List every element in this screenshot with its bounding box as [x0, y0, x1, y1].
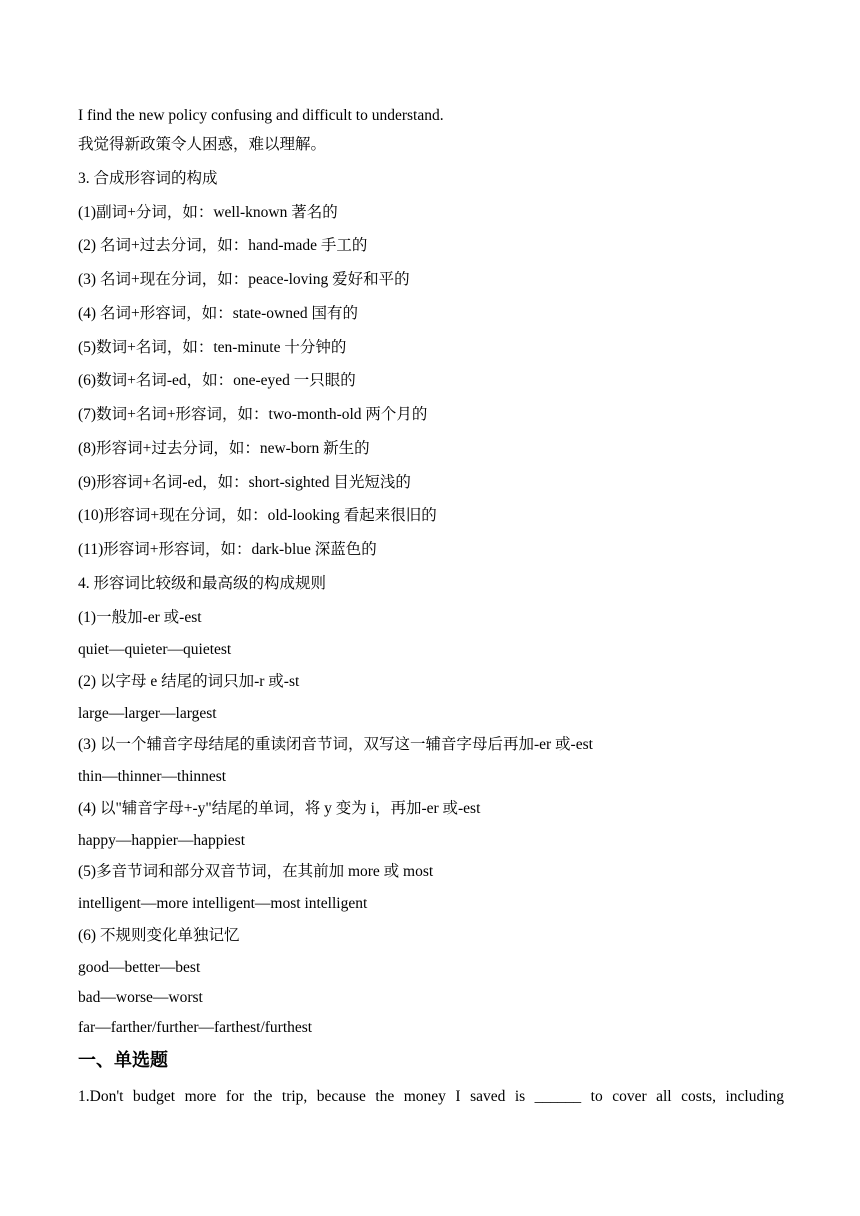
question-1: 1.Don't budget more for the trip, because the money I saved is ______ to cover all costs, including [78, 1088, 784, 1105]
rule-example: thin—thinner—thinnest [78, 768, 227, 785]
rule-item: (5)数词+名词，如：ten-minute 十分钟的 [78, 339, 347, 356]
rule-item: (2) 名词+过去分词，如：hand-made 手工的 [78, 237, 368, 254]
rule-example: quiet—quieter—quietest [78, 641, 232, 658]
rule-example: far—farther/further—farthest/furthest [78, 1019, 313, 1036]
rule-item: (6)数词+名词-ed，如：one-eyed 一只眼的 [78, 372, 356, 389]
rule-item: (6) 不规则变化单独记忆 [78, 927, 240, 944]
rule-example: bad—worse—worst [78, 989, 203, 1006]
rule-item: (5)多音节词和部分双音节词，在其前加 more 或 most [78, 863, 434, 880]
rule-example: good—better—best [78, 959, 201, 976]
example-sentence-zh: 我觉得新政策令人困惑，难以理解。 [78, 136, 327, 153]
example-sentence-en: I find the new policy confusing and difficult to understand. [78, 107, 444, 124]
section-heading: 一、单选题 [78, 1050, 168, 1071]
rule-item: (1)副词+分词，如：well-known 著名的 [78, 204, 338, 221]
rule-item: (3) 名词+现在分词，如：peace-loving 爱好和平的 [78, 271, 410, 288]
rule-item: (10)形容词+现在分词，如：old-looking 看起来很旧的 [78, 507, 437, 524]
rule-item: (11)形容词+形容词，如：dark-blue 深蓝色的 [78, 541, 377, 558]
rule-item: (3) 以一个辅音字母结尾的重读闭音节词，双写这一辅音字母后再加-er 或-est [78, 736, 593, 753]
rule-example: large—larger—largest [78, 705, 217, 722]
rule-item: (1)一般加-er 或-est [78, 609, 202, 626]
rule-item: (9)形容词+名词-ed，如：short-sighted 目光短浅的 [78, 474, 411, 491]
rule-item: (4) 以"辅音字母+-y"结尾的单词，将 y 变为 i，再加-er 或-est [78, 800, 481, 817]
rule-example: happy—happier—happiest [78, 832, 246, 849]
rule-example: intelligent—more intelligent—most intelligent [78, 895, 368, 912]
section-3-title: 3. 合成形容词的构成 [78, 170, 218, 187]
section-4-title: 4. 形容词比较级和最高级的构成规则 [78, 575, 327, 592]
rule-item: (2) 以字母 e 结尾的词只加-r 或-st [78, 673, 300, 690]
rule-item: (7)数词+名词+形容词，如：two-month-old 两个月的 [78, 406, 428, 423]
rule-item: (4) 名词+形容词，如：state-owned 国有的 [78, 305, 358, 322]
rule-item: (8)形容词+过去分词，如：new-born 新生的 [78, 440, 370, 457]
